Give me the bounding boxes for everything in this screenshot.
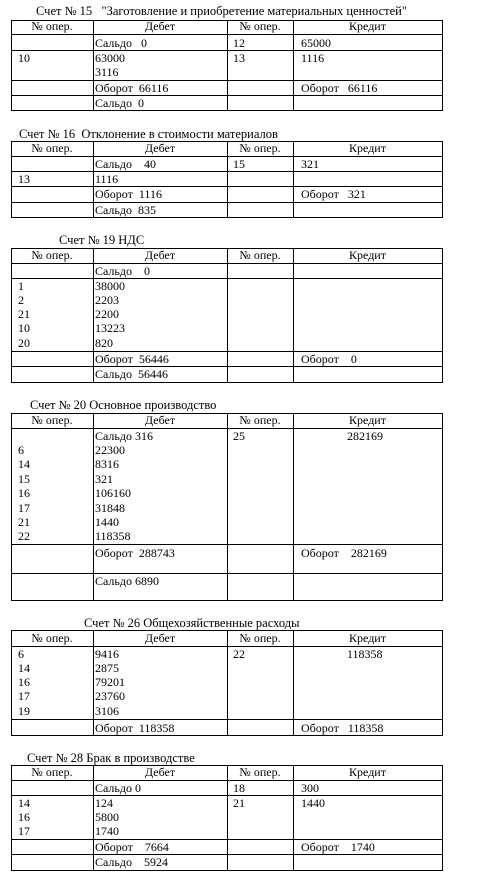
debit-op: 21: [18, 515, 30, 529]
debit-amount: 2200: [95, 307, 119, 321]
header-op-debit: № опер.: [31, 413, 73, 427]
debit-amount: 22300: [95, 443, 125, 457]
ledger-table: [11, 248, 442, 383]
debit-op: 2: [18, 293, 24, 307]
header-credit: Кредит: [349, 631, 386, 645]
debit-amount: 3106: [95, 704, 119, 718]
ledger-table: [11, 413, 442, 601]
ledger-table: [11, 765, 442, 871]
debit-op: 10: [18, 51, 30, 65]
header-op-debit: № опер.: [31, 765, 73, 779]
header-credit: Кредит: [349, 413, 386, 427]
debit-op: 6: [18, 443, 24, 457]
credit-turnover: Оборот 66116: [301, 81, 378, 95]
debit-amount: 38000: [95, 279, 125, 293]
debit-turnover: Оборот 118358: [95, 721, 175, 735]
debit-op: 15: [18, 472, 30, 486]
debit-amount: 1116: [95, 172, 119, 186]
debit-op: 22: [18, 529, 30, 543]
credit-amount: 1116: [301, 51, 325, 65]
debit-turnover: Оборот 1116: [95, 187, 162, 201]
closing-balance: Сальдо 6890: [95, 574, 160, 588]
debit-op: 16: [18, 486, 30, 500]
credit-turnover: Оборот 0: [301, 352, 357, 366]
header-op-credit: № опер.: [239, 765, 281, 779]
account-title: Счет № 20 Основное производство: [30, 398, 217, 412]
header-op-debit: № опер.: [31, 631, 73, 645]
debit-amount: 2875: [95, 661, 119, 675]
debit-amount: 2203: [95, 293, 119, 307]
credit-op: 18: [233, 781, 245, 795]
debit-turnover: Оборот 288743: [95, 546, 175, 560]
credit-amount: 65000: [301, 36, 331, 50]
credit-amount: 300: [301, 781, 319, 795]
debit-op: 20: [18, 336, 30, 350]
account-title: Счет № 26 Общехозяйственные расходы: [84, 616, 300, 630]
header-op-credit: № опер.: [239, 631, 281, 645]
header-debit: Дебет: [144, 248, 176, 262]
ledger-table: [11, 630, 442, 736]
debit-amount: 23760: [95, 689, 125, 703]
debit-amount: 124: [95, 796, 113, 810]
credit-amount: 321: [301, 157, 319, 171]
credit-op: 15: [233, 157, 245, 171]
debit-op: 13: [18, 172, 30, 186]
credit-turnover: Оборот 118358: [301, 721, 384, 735]
credit-op: 25: [233, 429, 245, 443]
credit-op: 13: [233, 51, 245, 65]
debit-op: 14: [18, 796, 30, 810]
debit-op: 17: [18, 824, 30, 838]
opening-balance: Сальдо 0: [95, 36, 148, 50]
debit-amount: 3116: [95, 65, 119, 79]
debit-op: 16: [18, 675, 30, 689]
credit-turnover: Оборот 321: [301, 187, 366, 201]
credit-amount: 1440: [301, 796, 325, 810]
opening-balance: Сальдо 0: [95, 264, 151, 278]
account-title: Счет № 15 "Заготовление и приобретение материальных ценностей": [36, 4, 407, 18]
header-credit: Кредит: [349, 141, 386, 155]
header-op-credit: № опер.: [239, 141, 281, 155]
ledger-table: [11, 20, 442, 111]
closing-balance: Сальдо 0: [95, 96, 145, 110]
debit-amount: 5800: [95, 810, 119, 824]
header-debit: Дебет: [144, 19, 176, 33]
debit-op: 17: [18, 689, 30, 703]
header-credit: Кредит: [349, 765, 386, 779]
header-op-debit: № опер.: [31, 141, 73, 155]
header-debit: Дебет: [144, 141, 176, 155]
debit-op: 19: [18, 704, 30, 718]
credit-op: 12: [233, 36, 245, 50]
debit-amount: 79201: [95, 675, 125, 689]
closing-balance: Сальдо 56446: [95, 367, 169, 381]
opening-balance: Сальдо 316: [95, 429, 154, 443]
debit-op: 14: [18, 457, 30, 471]
debit-op: 6: [18, 647, 24, 661]
header-debit: Дебет: [144, 765, 176, 779]
header-op-credit: № опер.: [239, 413, 281, 427]
account-title: Счет № 28 Брак в производстве: [27, 751, 195, 765]
debit-turnover: Оборот 56446: [95, 352, 169, 366]
debit-amount: 31848: [95, 501, 125, 515]
header-op-credit: № опер.: [239, 248, 281, 262]
credit-turnover: Оборот 282169: [301, 546, 387, 560]
header-debit: Дебет: [144, 631, 176, 645]
debit-amount: 63000: [95, 51, 125, 65]
debit-amount: 1740: [95, 824, 119, 838]
header-credit: Кредит: [349, 248, 386, 262]
debit-amount: 820: [95, 336, 113, 350]
debit-amount: 9416: [95, 647, 119, 661]
account-title: Счет № 19 НДС: [59, 233, 145, 247]
debit-turnover: Оборот 66116: [95, 81, 169, 95]
debit-op: 16: [18, 810, 30, 824]
debit-amount: 118358: [95, 529, 131, 543]
ledger-table: [11, 141, 442, 218]
debit-op: 17: [18, 501, 30, 515]
debit-amount: 1440: [95, 515, 119, 529]
credit-op: 21: [233, 796, 245, 810]
debit-amount: 106160: [95, 486, 131, 500]
credit-amount: 282169: [347, 429, 383, 443]
credit-turnover: Оборот 1740: [301, 840, 375, 854]
header-credit: Кредит: [349, 19, 386, 33]
header-op-debit: № опер.: [31, 248, 73, 262]
debit-amount: 321: [95, 472, 113, 486]
debit-amount: 8316: [95, 457, 119, 471]
opening-balance: Сальдо 0: [95, 781, 142, 795]
debit-amount: 13223: [95, 321, 125, 335]
header-op-credit: № опер.: [239, 19, 281, 33]
header-debit: Дебет: [144, 413, 176, 427]
debit-op: 14: [18, 661, 30, 675]
credit-amount: 118358: [347, 647, 383, 661]
debit-turnover: Оборот 7664: [95, 840, 169, 854]
account-title: Счет № 16 Отклонение в стоимости материалов: [19, 127, 278, 141]
closing-balance: Сальдо 5924: [95, 855, 169, 869]
credit-op: 22: [233, 647, 245, 661]
debit-op: 1: [18, 279, 24, 293]
debit-op: 21: [18, 307, 30, 321]
opening-balance: Сальдо 40: [95, 157, 157, 171]
header-op-debit: № опер.: [31, 19, 73, 33]
debit-op: 10: [18, 321, 30, 335]
closing-balance: Сальдо 835: [95, 203, 157, 217]
